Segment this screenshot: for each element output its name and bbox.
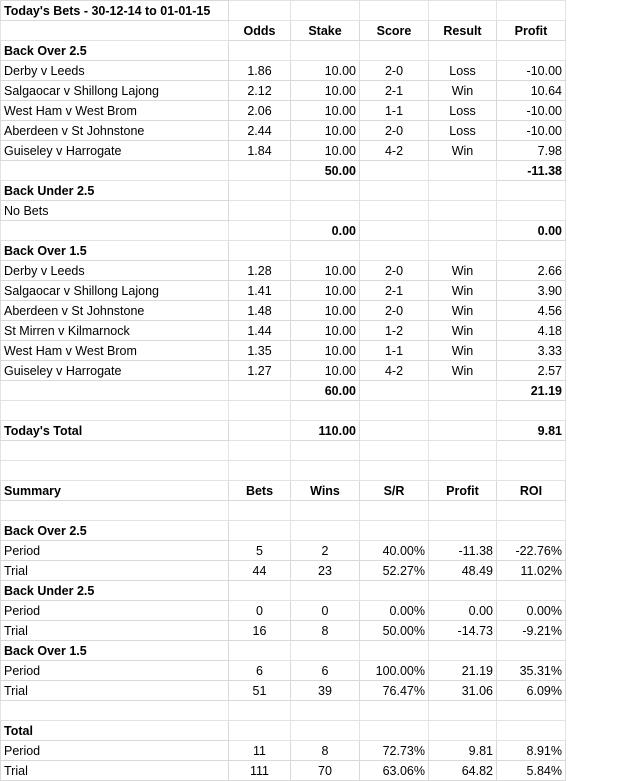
sheet-cell[interactable]: 1-2 [360, 321, 429, 341]
sheet-cell[interactable]: No Bets [1, 201, 229, 221]
sheet-cell[interactable] [229, 461, 291, 481]
sheet-cell[interactable] [291, 641, 360, 661]
sheet-cell[interactable] [229, 641, 291, 661]
sheet-cell[interactable] [229, 521, 291, 541]
sheet-row [1, 681, 566, 701]
sheet-cell[interactable] [497, 461, 566, 481]
sheet-cell[interactable]: 2-1 [360, 81, 429, 101]
sheet-cell[interactable]: 10.00 [291, 81, 360, 101]
sheet-cell[interactable]: 1.35 [229, 341, 291, 361]
sheet-row [1, 241, 566, 261]
sheet-cell[interactable] [229, 401, 291, 421]
sheet-cell[interactable]: 2-0 [360, 301, 429, 321]
sheet-cell[interactable]: Today's Bets - 30-12-14 to 01-01-15 [1, 1, 229, 21]
sheet-row [1, 381, 566, 401]
sheet-cell[interactable]: West Ham v West Brom [1, 341, 229, 361]
sheet-cell[interactable]: 6 [229, 661, 291, 681]
sheet-row [1, 21, 566, 41]
sheet-cell[interactable]: Trial [1, 761, 229, 781]
sheet-cell[interactable]: 11.02% [497, 561, 566, 581]
sheet-row [1, 581, 566, 601]
sheet-cell[interactable]: 4.56 [497, 301, 566, 321]
sheet-cell[interactable] [429, 161, 497, 181]
sheet-cell[interactable]: 10.00 [291, 141, 360, 161]
sheet-cell[interactable]: Back Under 2.5 [1, 181, 229, 201]
sheet-cell[interactable] [291, 201, 360, 221]
sheet-cell[interactable]: -10.00 [497, 121, 566, 141]
sheet-cell[interactable]: 50.00 [291, 161, 360, 181]
sheet-cell[interactable]: 2.12 [229, 81, 291, 101]
sheet-cell[interactable] [429, 581, 497, 601]
sheet-row [1, 421, 566, 441]
sheet-cell[interactable]: Bets [229, 481, 291, 501]
sheet-row [1, 281, 566, 301]
sheet-cell[interactable] [497, 41, 566, 61]
sheet-cell[interactable]: 39 [291, 681, 360, 701]
sheet-cell[interactable]: -9.21% [497, 621, 566, 641]
sheet-cell[interactable]: Aberdeen v St Johnstone [1, 301, 229, 321]
sheet-cell[interactable] [360, 1, 429, 21]
sheet-cell[interactable] [291, 401, 360, 421]
sheet-row [1, 641, 566, 661]
sheet-cell[interactable] [291, 241, 360, 261]
sheet-cell[interactable]: 9.81 [429, 741, 497, 761]
sheet-cell[interactable]: 3.90 [497, 281, 566, 301]
sheet-cell[interactable]: 16 [229, 621, 291, 641]
sheet-cell[interactable] [291, 1, 360, 21]
sheet-cell[interactable]: Summary [1, 481, 229, 501]
sheet-cell[interactable] [360, 421, 429, 441]
sheet-cell[interactable] [497, 1, 566, 21]
sheet-cell[interactable] [1, 221, 229, 241]
sheet-cell[interactable] [291, 441, 360, 461]
sheet-cell[interactable]: 0 [229, 601, 291, 621]
sheet-cell[interactable]: 1-1 [360, 341, 429, 361]
sheet-row [1, 701, 566, 721]
sheet-cell[interactable]: Loss [429, 121, 497, 141]
sheet-cell[interactable] [291, 701, 360, 721]
sheet-cell[interactable]: Win [429, 301, 497, 321]
sheet-cell[interactable]: 40.00% [360, 541, 429, 561]
sheet-cell[interactable]: 10.00 [291, 361, 360, 381]
sheet-cell[interactable]: Derby v Leeds [1, 261, 229, 281]
sheet-row [1, 761, 566, 781]
sheet-cell[interactable]: Trial [1, 561, 229, 581]
sheet-cell[interactable]: -10.00 [497, 101, 566, 121]
sheet-cell[interactable]: 50.00% [360, 621, 429, 641]
sheet-cell[interactable]: Aberdeen v St Johnstone [1, 121, 229, 141]
sheet-cell[interactable] [429, 701, 497, 721]
sheet-cell[interactable] [229, 181, 291, 201]
sheet-cell[interactable] [497, 401, 566, 421]
sheet-cell[interactable]: 52.27% [360, 561, 429, 581]
sheet-cell[interactable]: 1.28 [229, 261, 291, 281]
sheet-cell[interactable]: -11.38 [497, 161, 566, 181]
sheet-cell[interactable] [229, 41, 291, 61]
sheet-cell[interactable]: -22.76% [497, 541, 566, 561]
sheet-cell[interactable]: 2-0 [360, 61, 429, 81]
sheet-cell[interactable]: Back Under 2.5 [1, 581, 229, 601]
sheet-cell[interactable] [360, 461, 429, 481]
sheet-cell[interactable] [1, 441, 229, 461]
sheet-cell[interactable] [360, 401, 429, 421]
sheet-cell[interactable]: Guiseley v Harrogate [1, 141, 229, 161]
sheet-cell[interactable] [229, 721, 291, 741]
sheet-cell[interactable]: 2.44 [229, 121, 291, 141]
sheet-cell[interactable] [429, 421, 497, 441]
sheet-cell[interactable]: 1.41 [229, 281, 291, 301]
sheet-cell[interactable]: 2-0 [360, 121, 429, 141]
sheet-cell[interactable]: Period [1, 741, 229, 761]
sheet-cell[interactable]: 10.00 [291, 281, 360, 301]
sheet-cell[interactable]: 10.00 [291, 261, 360, 281]
sheet-cell[interactable] [1, 701, 229, 721]
sheet-cell[interactable]: 60.00 [291, 381, 360, 401]
sheet-cell[interactable]: St Mirren v Kilmarnock [1, 321, 229, 341]
sheet-cell[interactable] [429, 181, 497, 201]
sheet-row [1, 181, 566, 201]
sheet-cell[interactable]: Salgaocar v Shillong Lajong [1, 81, 229, 101]
sheet-row [1, 441, 566, 461]
sheet-cell[interactable]: 10.64 [497, 81, 566, 101]
sheet-cell[interactable] [429, 441, 497, 461]
sheet-cell[interactable]: 64.82 [429, 761, 497, 781]
sheet-row [1, 601, 566, 621]
sheet-row [1, 401, 566, 421]
sheet-row [1, 501, 566, 521]
sheet-cell[interactable] [360, 721, 429, 741]
sheet-cell[interactable] [1, 381, 229, 401]
sheet-cell[interactable]: 8 [291, 621, 360, 641]
sheet-cell[interactable]: 3.33 [497, 341, 566, 361]
sheet-cell[interactable]: 21.19 [429, 661, 497, 681]
sheet-cell[interactable] [429, 221, 497, 241]
sheet-row [1, 41, 566, 61]
sheet-cell[interactable] [229, 501, 291, 521]
sheet-cell[interactable] [429, 381, 497, 401]
sheet-cell[interactable]: 4.18 [497, 321, 566, 341]
sheet-cell[interactable] [429, 641, 497, 661]
sheet-cell[interactable]: Win [429, 361, 497, 381]
sheet-cell[interactable]: 0.00% [497, 601, 566, 621]
sheet-cell[interactable]: 35.31% [497, 661, 566, 681]
sheet-cell[interactable]: 10.00 [291, 101, 360, 121]
sheet-cell[interactable]: 0 [291, 601, 360, 621]
sheet-cell[interactable]: Wins [291, 481, 360, 501]
sheet-cell[interactable]: 2-1 [360, 281, 429, 301]
sheet-cell[interactable] [291, 181, 360, 201]
sheet-row [1, 341, 566, 361]
sheet-cell[interactable] [497, 721, 566, 741]
sheet-cell[interactable]: Loss [429, 101, 497, 121]
sheet-cell[interactable] [360, 521, 429, 541]
sheet-cell[interactable]: Score [360, 21, 429, 41]
sheet-cell[interactable] [429, 461, 497, 481]
sheet-cell[interactable]: Win [429, 81, 497, 101]
sheet-cell[interactable] [497, 641, 566, 661]
sheet-cell[interactable] [360, 501, 429, 521]
sheet-cell[interactable] [229, 161, 291, 181]
sheet-cell[interactable] [360, 381, 429, 401]
sheet-cell[interactable]: 76.47% [360, 681, 429, 701]
sheet-cell[interactable] [1, 501, 229, 521]
sheet-cell[interactable]: Trial [1, 621, 229, 641]
sheet-cell[interactable]: 10.00 [291, 121, 360, 141]
sheet-cell[interactable]: Period [1, 601, 229, 621]
sheet-cell[interactable]: 44 [229, 561, 291, 581]
sheet-cell[interactable] [429, 401, 497, 421]
sheet-cell[interactable]: 5.84% [497, 761, 566, 781]
sheet-cell[interactable]: 10.00 [291, 301, 360, 321]
sheet-cell[interactable]: 1.86 [229, 61, 291, 81]
sheet-row [1, 561, 566, 581]
sheet-cell[interactable] [497, 501, 566, 521]
sheet-cell[interactable]: 2.06 [229, 101, 291, 121]
sheet-cell[interactable]: Stake [291, 21, 360, 41]
sheet-row [1, 521, 566, 541]
sheet-row [1, 321, 566, 341]
sheet-cell[interactable]: Salgaocar v Shillong Lajong [1, 281, 229, 301]
sheet-cell[interactable] [360, 181, 429, 201]
sheet-cell[interactable] [497, 521, 566, 541]
sheet-cell[interactable] [229, 421, 291, 441]
sheet-cell[interactable]: 21.19 [497, 381, 566, 401]
sheet-cell[interactable]: 72.73% [360, 741, 429, 761]
sheet-cell[interactable]: 2.66 [497, 261, 566, 281]
sheet-cell[interactable]: 48.49 [429, 561, 497, 581]
sheet-cell[interactable]: 4-2 [360, 361, 429, 381]
sheet-cell[interactable]: 2.57 [497, 361, 566, 381]
sheet-cell[interactable]: 10.00 [291, 321, 360, 341]
sheet-cell[interactable] [497, 581, 566, 601]
sheet-cell[interactable]: 6 [291, 661, 360, 681]
sheet-cell[interactable]: Win [429, 261, 497, 281]
sheet-cell[interactable]: 10.00 [291, 341, 360, 361]
sheet-cell[interactable]: 0.00 [497, 221, 566, 241]
sheet-row [1, 261, 566, 281]
sheet-cell[interactable]: 11 [229, 741, 291, 761]
sheet-row [1, 361, 566, 381]
sheet-cell[interactable] [429, 1, 497, 21]
sheet-row [1, 81, 566, 101]
sheet-row [1, 221, 566, 241]
sheet-cell[interactable]: 23 [291, 561, 360, 581]
sheet-cell[interactable]: Win [429, 281, 497, 301]
sheet-cell[interactable]: Win [429, 321, 497, 341]
sheet-cell[interactable]: Odds [229, 21, 291, 41]
sheet-row [1, 721, 566, 741]
sheet-cell[interactable]: -14.73 [429, 621, 497, 641]
sheet-cell[interactable] [1, 161, 229, 181]
sheet-cell[interactable]: West Ham v West Brom [1, 101, 229, 121]
sheet-cell[interactable] [229, 701, 291, 721]
sheet-row [1, 541, 566, 561]
sheet-cell[interactable] [429, 201, 497, 221]
sheet-cell[interactable]: 5 [229, 541, 291, 561]
sheet-cell[interactable] [360, 201, 429, 221]
sheet-cell[interactable]: 100.00% [360, 661, 429, 681]
sheet-cell[interactable]: Period [1, 541, 229, 561]
sheet-cell[interactable]: Result [429, 21, 497, 41]
sheet-cell[interactable]: Derby v Leeds [1, 61, 229, 81]
sheet-cell[interactable]: Profit [429, 481, 497, 501]
sheet-cell[interactable] [360, 581, 429, 601]
sheet-cell[interactable] [291, 721, 360, 741]
sheet-cell[interactable]: 1.84 [229, 141, 291, 161]
sheet-cell[interactable]: 9.81 [497, 421, 566, 441]
sheet-cell[interactable]: 1.48 [229, 301, 291, 321]
sheet-cell[interactable]: Today's Total [1, 421, 229, 441]
sheet-cell[interactable] [229, 201, 291, 221]
sheet-cell[interactable]: 1-1 [360, 101, 429, 121]
sheet-cell[interactable] [229, 221, 291, 241]
sheet-cell[interactable] [360, 641, 429, 661]
sheet-cell[interactable] [429, 521, 497, 541]
sheet-cell[interactable] [360, 221, 429, 241]
sheet-cell[interactable] [291, 581, 360, 601]
sheet-cell[interactable]: Back Over 2.5 [1, 521, 229, 541]
sheet-cell[interactable] [291, 501, 360, 521]
sheet-cell[interactable]: Guiseley v Harrogate [1, 361, 229, 381]
sheet-cell[interactable]: S/R [360, 481, 429, 501]
sheet-cell[interactable]: Win [429, 141, 497, 161]
sheet-cell[interactable] [497, 201, 566, 221]
sheet-cell[interactable] [229, 441, 291, 461]
sheet-row [1, 141, 566, 161]
sheet-cell[interactable]: -11.38 [429, 541, 497, 561]
sheet-cell[interactable]: Profit [497, 21, 566, 41]
sheet-cell[interactable]: Period [1, 661, 229, 681]
sheet-row [1, 481, 566, 501]
sheet-cell[interactable] [360, 441, 429, 461]
sheet-cell[interactable] [291, 461, 360, 481]
sheet-row [1, 301, 566, 321]
sheet-cell[interactable] [229, 381, 291, 401]
sheet-cell[interactable] [360, 701, 429, 721]
sheet-cell[interactable] [429, 721, 497, 741]
sheet-cell[interactable]: 0.00 [291, 221, 360, 241]
sheet-cell[interactable]: Total [1, 721, 229, 741]
sheet-row [1, 161, 566, 181]
sheet-cell[interactable]: Win [429, 341, 497, 361]
sheet-cell[interactable]: -10.00 [497, 61, 566, 81]
sheet-cell[interactable] [497, 441, 566, 461]
sheet-cell[interactable]: 110.00 [291, 421, 360, 441]
sheet-cell[interactable]: 51 [229, 681, 291, 701]
sheet-row [1, 101, 566, 121]
sheet-cell[interactable] [1, 461, 229, 481]
sheet-cell[interactable]: 1.44 [229, 321, 291, 341]
sheet-cell[interactable]: 4-2 [360, 141, 429, 161]
sheet-cell[interactable] [291, 41, 360, 61]
sheet-cell[interactable] [497, 241, 566, 261]
sheet-cell[interactable]: 1.27 [229, 361, 291, 381]
sheet-cell[interactable]: Trial [1, 681, 229, 701]
sheet-cell[interactable] [360, 241, 429, 261]
sheet-cell[interactable]: Loss [429, 61, 497, 81]
sheet-cell[interactable] [497, 181, 566, 201]
sheet-cell[interactable]: 2 [291, 541, 360, 561]
sheet-cell[interactable] [229, 241, 291, 261]
sheet-cell[interactable]: 8 [291, 741, 360, 761]
sheet-cell[interactable] [1, 21, 229, 41]
sheet-cell[interactable]: 0.00 [429, 601, 497, 621]
sheet-row [1, 121, 566, 141]
sheet-cell[interactable]: 0.00% [360, 601, 429, 621]
sheet-cell[interactable]: 70 [291, 761, 360, 781]
sheet-cell[interactable] [229, 1, 291, 21]
sheet-cell[interactable]: 6.09% [497, 681, 566, 701]
sheet-row [1, 661, 566, 681]
sheet-cell[interactable] [1, 401, 229, 421]
sheet-row [1, 61, 566, 81]
sheet-cell[interactable]: 10.00 [291, 61, 360, 81]
sheet-cell[interactable] [429, 501, 497, 521]
sheet-cell[interactable]: 2-0 [360, 261, 429, 281]
sheet-cell[interactable]: ROI [497, 481, 566, 501]
sheet-row [1, 621, 566, 641]
sheet-cell[interactable]: 63.06% [360, 761, 429, 781]
sheet-row [1, 1, 566, 21]
sheet-cell[interactable] [291, 521, 360, 541]
sheet-row [1, 461, 566, 481]
sheet-cell[interactable] [360, 161, 429, 181]
sheet-cell[interactable] [429, 241, 497, 261]
sheet-cell[interactable] [497, 701, 566, 721]
sheet-cell[interactable]: Back Over 2.5 [1, 41, 229, 61]
sheet-row [1, 201, 566, 221]
sheet-cell[interactable] [229, 581, 291, 601]
sheet-cell[interactable]: Back Over 1.5 [1, 641, 229, 661]
sheet-cell[interactable] [360, 41, 429, 61]
sheet-cell[interactable]: Back Over 1.5 [1, 241, 229, 261]
sheet-cell[interactable]: 31.06 [429, 681, 497, 701]
sheet-cell[interactable] [429, 41, 497, 61]
sheet-cell[interactable]: 7.98 [497, 141, 566, 161]
spreadsheet-body [1, 1, 566, 781]
sheet-cell[interactable]: 111 [229, 761, 291, 781]
sheet-row [1, 741, 566, 761]
sheet-cell[interactable]: 8.91% [497, 741, 566, 761]
